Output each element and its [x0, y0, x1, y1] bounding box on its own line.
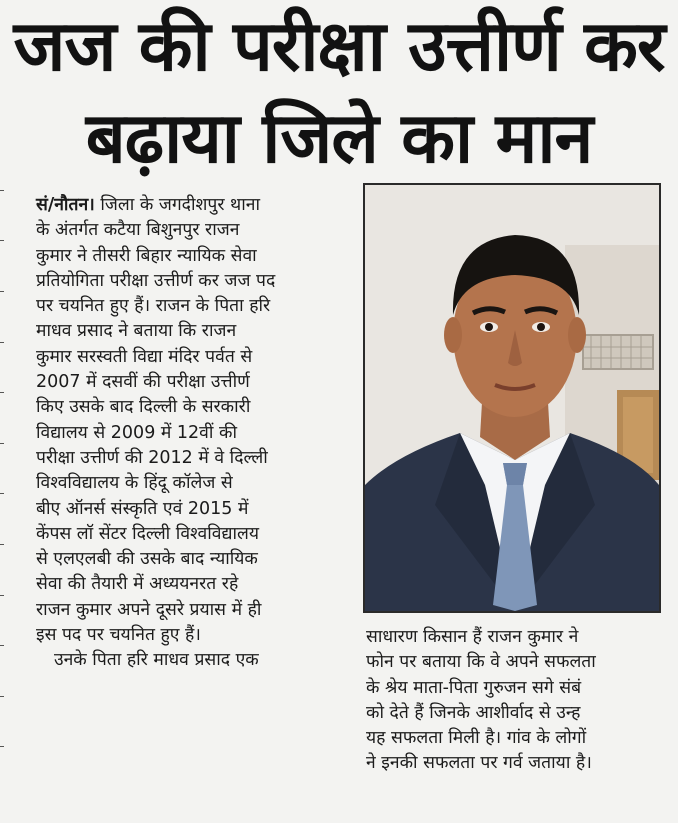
article-line: किए उसके बाद दिल्ली के सरकारी [36, 397, 251, 418]
article-line: प्रतियोगिता परीक्षा उत्तीर्ण कर जज पद [36, 270, 276, 291]
article-line: यह सफलता मिली है। गांव के लोगों [366, 728, 587, 749]
portrait-photo [363, 183, 661, 613]
article-line: से एलएलबी की उसके बाद न्यायिक [36, 549, 258, 570]
article-line: उनके पिता हरि माधव प्रसाद एक [54, 650, 259, 671]
article-line: राजन कुमार अपने दूसरे प्रयास में ही [36, 599, 262, 620]
article-line: के श्रेय माता-पिता गुरुजन सगे संबं [366, 677, 582, 698]
article-line: माधव प्रसाद ने बताया कि राजन [36, 321, 237, 342]
article-column-left [36, 193, 336, 674]
article-line: को देते हैं जिनके आशीर्वाद से उन्ह [366, 702, 581, 723]
article-line: साधारण किसान हैं राजन कुमार ने [366, 627, 579, 647]
article-line: के अंतर्गत कटैया बिशुनपुर राजन [36, 220, 240, 241]
article-line: पर चयनित हुए हैं। राजन के पिता हरि [36, 296, 271, 317]
headline-line-2: बढ़ाया जिले का मान [85, 97, 593, 179]
article-line: सं/नौतन। जिला के जगदीशपुर थाना [36, 195, 261, 215]
article-line: 2007 में दसवीं की परीक्षा उत्तीर्ण [36, 372, 250, 393]
article-line: विद्यालय से 2009 में 12वीं की [36, 422, 237, 443]
article-line: विश्वविद्यालय के हिंदू कॉलेज से [36, 473, 233, 494]
portrait-illustration [365, 185, 659, 611]
article-line: बीए ऑनर्स संस्कृति एवं 2015 में [36, 498, 249, 519]
article-line: सेवा की तैयारी में अध्ययनरत रहे [36, 574, 239, 595]
article-line: फोन पर बताया कि वे अपने सफलता [366, 652, 596, 673]
headline-line-1: जज की परीक्षा उत्तीर्ण कर [13, 5, 665, 87]
article-column-right [366, 625, 666, 777]
article-line: कुमार ने तीसरी बिहार न्यायिक सेवा [36, 245, 257, 266]
article-line: कुमार सरस्वती विद्या मंदिर पर्वत से [36, 346, 253, 367]
column-edge-marks [0, 190, 6, 820]
dateline: सं/नौतन। [36, 195, 95, 215]
article-line: ने इनकी सफलता पर गर्व जताया है। [366, 753, 592, 774]
article-line: केंपस लॉ सेंटर दिल्ली विश्वविद्यालय [36, 523, 260, 544]
article-line: इस पद पर चयनित हुए हैं। [36, 625, 201, 646]
article-line: परीक्षा उत्तीर्ण की 2012 में वे दिल्ली [36, 447, 268, 468]
